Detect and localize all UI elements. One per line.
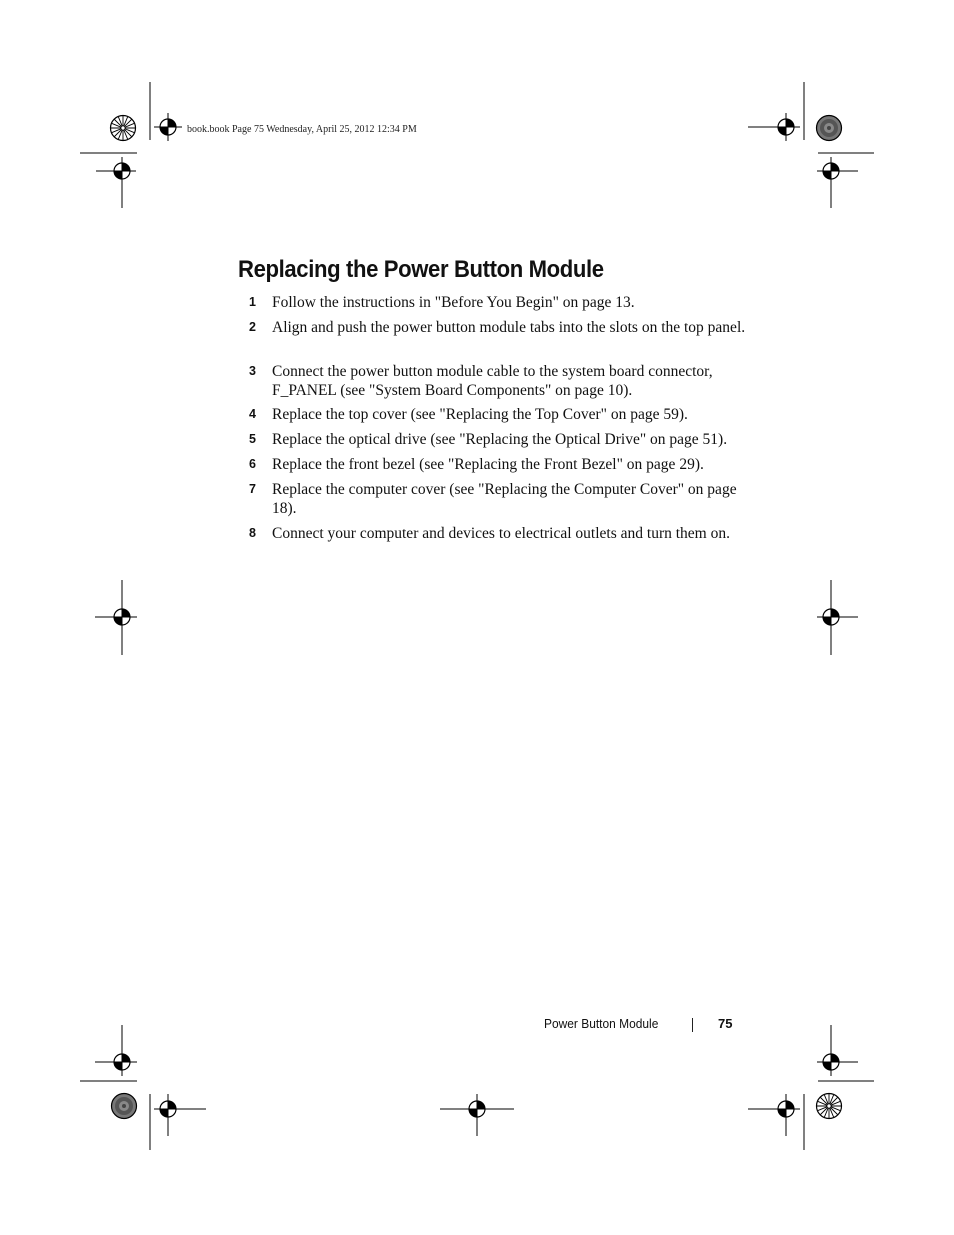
step-text: Align and push the power button module tabs into the slots on the top panel. bbox=[272, 319, 746, 336]
step-number: 6 bbox=[249, 457, 256, 471]
step-text: Replace the front bezel (see "Replacing the Front Bezel" on page 29). bbox=[272, 456, 704, 473]
step-text: Follow the instructions in "Before You Begin" on page 13. bbox=[272, 294, 635, 311]
step-number: 2 bbox=[249, 320, 256, 334]
registration-mark-icon bbox=[772, 113, 800, 141]
footer-divider bbox=[692, 1018, 693, 1032]
step-text: Replace the computer cover (see "Replacing the Computer Cover" on page 18). bbox=[272, 481, 737, 517]
registration-mark-icon bbox=[154, 113, 182, 141]
step-text: Replace the top cover (see "Replacing the Top Cover" on page 59). bbox=[272, 406, 688, 423]
page-title: Replacing the Power Button Module bbox=[238, 256, 604, 283]
step-text: Connect the power button module cable to the system board connector, F_PANEL (see "System Board Components" on page 10). bbox=[272, 363, 713, 399]
star-target-icon bbox=[111, 116, 136, 141]
step-text: Connect your computer and devices to electrical outlets and turn them on. bbox=[272, 525, 730, 542]
gray-target-icon bbox=[817, 116, 842, 141]
step-number: 4 bbox=[249, 407, 256, 421]
step-number: 7 bbox=[249, 482, 256, 496]
step-number: 8 bbox=[249, 526, 256, 540]
gray-target-icon bbox=[112, 1094, 137, 1119]
star-target-icon bbox=[817, 1094, 842, 1119]
step-text: Replace the optical drive (see "Replacing the Optical Drive" on page 51). bbox=[272, 431, 728, 448]
print-slug: book.book Page 75 Wednesday, April 25, 2012 12:34 PM bbox=[187, 124, 417, 135]
step-number: 1 bbox=[249, 295, 256, 309]
footer-section-title: Power Button Module bbox=[544, 1016, 659, 1031]
step-number: 3 bbox=[249, 364, 256, 378]
step-number: 5 bbox=[249, 432, 256, 446]
page-number: 75 bbox=[718, 1016, 733, 1031]
